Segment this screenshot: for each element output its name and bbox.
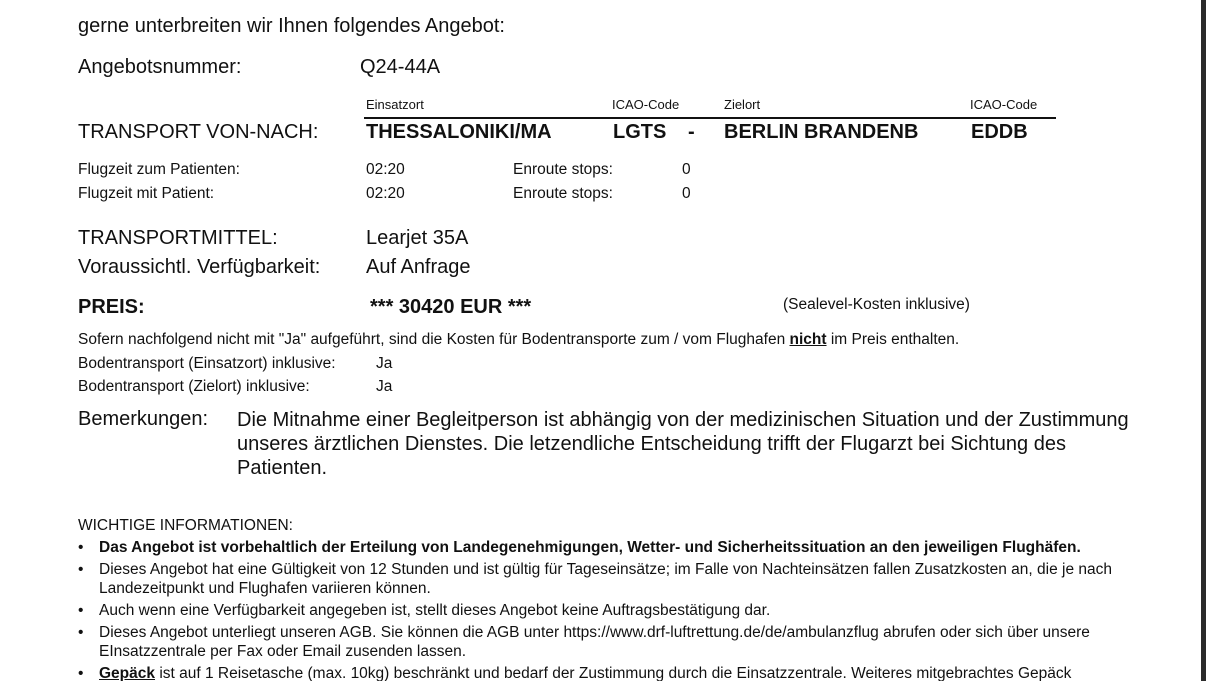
bullet-icon: • <box>78 561 84 578</box>
stops-with-label: Enroute stops: <box>513 185 613 202</box>
route-dash: - <box>688 121 695 143</box>
info-bullet-4: Dieses Angebot unterliegt unseren AGB. Sie können die AGB unter https://www.drf-luftrettung.de/de/ambulanzflug abrufen oder sich über unsere EInsatzzentrale per Fax oder Email zusenden lassen. <box>99 624 1090 660</box>
offer-number-value: Q24-44A <box>360 56 441 78</box>
ground-note-before: Sofern nachfolgend nicht mit "Ja" aufgeführt, sind die Kosten für Bodentransporte zum / vom Flughafen <box>78 331 790 348</box>
ground-note-after: im Preis enthalten. <box>826 331 960 348</box>
transport-value: Learjet 35A <box>366 227 469 249</box>
info-bullet-5-rest: ist auf 1 Reisetasche (max. 10kg) beschränkt und bedarf der Zustimmung durch die Einsatzzentrale. Weiteres mitgebrachtes Gepäck <box>155 665 1072 681</box>
ground-transport-note <box>78 331 959 349</box>
route-header-rule <box>364 117 1056 119</box>
list-item <box>78 538 1168 557</box>
bullet-icon: • <box>78 624 84 641</box>
info-heading: WICHTIGE INFORMATIONEN: <box>78 517 293 534</box>
list-item <box>78 560 1168 598</box>
bullet-icon: • <box>78 602 84 619</box>
stops-to-label: Enroute stops: <box>513 161 613 178</box>
stops-to-value: 0 <box>682 161 691 178</box>
info-bullet-2: Dieses Angebot hat eine Gültigkeit von 12 Stunden und ist gültig für Tageseinsätze; im Falle von Nachteinsätzen fallen Zusatzkosten an, die je nach Landezeitpunkt und Flughafen variieren können. <box>99 561 1113 597</box>
info-bullet-3: Auch wenn eine Verfügbarkeit angegeben ist, stellt dieses Angebot keine Auftragsbestätigung dar. <box>99 602 771 619</box>
route-head-icao-origin: ICAO-Code <box>612 97 680 112</box>
price-label: PREIS: <box>78 296 145 318</box>
route-head-icao-dest: ICAO-Code <box>970 97 1038 112</box>
route-dest-icao: EDDB <box>971 121 1028 143</box>
availability-label: Voraussichtl. Verfügbarkeit: <box>78 256 321 278</box>
ground-dest-label: Bodentransport (Zielort) inklusive: <box>78 378 310 395</box>
offer-number-label: Angebotsnummer: <box>78 56 242 78</box>
flight-to-patient-time: 02:20 <box>366 161 405 178</box>
stops-with-value: 0 <box>682 185 691 202</box>
info-list <box>78 538 1168 681</box>
list-item <box>78 664 1168 681</box>
ground-origin-value: Ja <box>376 355 393 372</box>
list-item <box>78 601 1168 620</box>
route-dest: BERLIN BRANDENB <box>724 121 919 143</box>
info-bullet-5-bold: Gepäck <box>99 665 156 681</box>
flight-with-patient-label: Flugzeit mit Patient: <box>78 185 215 202</box>
route-head-origin: Einsatzort <box>366 97 424 112</box>
bullet-icon: • <box>78 665 84 681</box>
flight-with-patient-time: 02:20 <box>366 185 405 202</box>
info-bullet-1: Das Angebot ist vorbehaltlich der Erteilung von Landegenehmigungen, Wetter- und Sicherheitssituation an den jeweiligen Flughäfen. <box>99 539 1081 556</box>
intro-text: gerne unterbreiten wir Ihnen folgendes Angebot: <box>78 15 505 37</box>
window-right-border <box>1201 0 1206 681</box>
price-note: (Sealevel-Kosten inklusive) <box>783 296 970 313</box>
ground-origin-label: Bodentransport (Einsatzort) inklusive: <box>78 355 336 372</box>
route-label: TRANSPORT VON-NACH: <box>78 121 319 143</box>
route-origin-icao: LGTS <box>613 121 667 143</box>
ground-dest-value: Ja <box>376 378 393 395</box>
transport-label: TRANSPORTMITTEL: <box>78 227 278 249</box>
ground-note-emphasis: nicht <box>789 331 827 348</box>
list-item <box>78 623 1168 661</box>
remarks-text: Die Mitnahme einer Begleitperson ist abhängig von der medizinischen Situation und der Zustimmung unseres ärztlichen Dienstes. Die letzendliche Entscheidung trifft der Flugarzt bei Sichtung des Patienten. <box>237 409 1129 479</box>
price-value: *** 30420 EUR *** <box>370 296 532 318</box>
flight-to-patient-label: Flugzeit zum Patienten: <box>78 161 240 178</box>
route-head-dest: Zielort <box>724 97 761 112</box>
bullet-icon: • <box>78 539 84 556</box>
remarks-label: Bemerkungen: <box>78 408 209 430</box>
route-origin: THESSALONIKI/MA <box>366 121 552 143</box>
availability-value: Auf Anfrage <box>366 256 471 278</box>
